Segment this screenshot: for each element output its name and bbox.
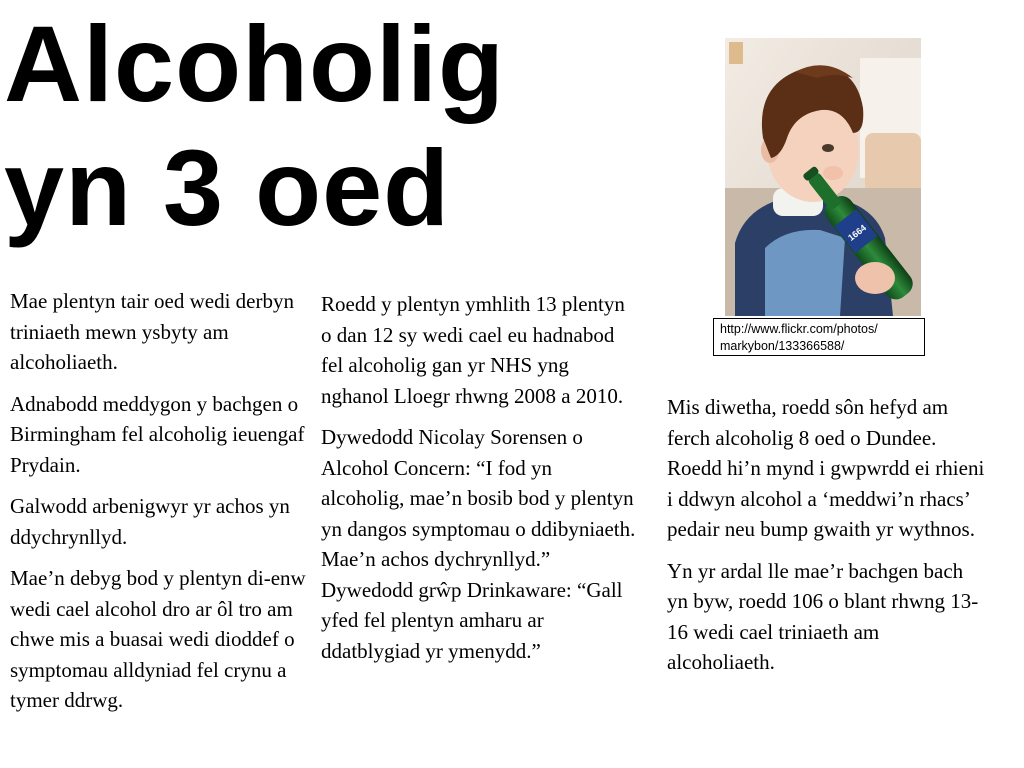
article-column-3 bbox=[667, 392, 987, 689]
paragraph: Galwodd arbenigwyr yr achos yn ddychrynllyd. bbox=[10, 494, 290, 549]
photo-credit-line-1: http://www.flickr.com/photos/ bbox=[720, 322, 878, 336]
headline-line-2: yn 3 oed bbox=[4, 127, 451, 248]
paragraph: Mae’n debyg bod y plentyn di-enw wedi cael alcohol dro ar ôl tro am chwe mis a buasai wedi dioddef o symptomau alldyniad fel crynu a tymer ddrwg. bbox=[10, 566, 306, 712]
photo-credit bbox=[713, 318, 925, 356]
photo-credit-line-2: markybon/133366588/ bbox=[720, 339, 845, 353]
paragraph: Yn yr ardal lle mae’r bachgen bach yn byw, roedd 106 o blant rhwng 13-16 wedi cael triniaeth am alcoholiaeth. bbox=[667, 558, 979, 674]
paragraph: Adnabodd meddygon y bachgen o Birmingham fel alcoholig ieuengaf Prydain. bbox=[10, 391, 305, 477]
paragraph: Mae plentyn tair oed wedi derbyn triniaeth mewn ysbyty am alcoholiaeth. bbox=[10, 289, 294, 374]
article-column-1 bbox=[10, 286, 310, 727]
paragraph: Mis diwetha, roedd sôn hefyd am ferch alcoholig 8 oed o Dundee. Roedd hi’n mynd i gwpwrdd ei rhieni i ddwyn alcohol a ‘meddwi’n rhacs’ pedair neu bump gwaith yr wythnos. bbox=[667, 395, 985, 541]
paragraph: Dywedodd Nicolay Sorensen o Alcohol Concern: “I fod yn alcoholig, mae’n bosib bod y plentyn yn dangos symptomau o ddibyniaeth. Mae’n achos dychrynllyd.” Dywedodd grŵp Drinkaware: “Gall yfed fel plentyn amharu ar ddatblygiad yr ymenydd.” bbox=[321, 425, 636, 663]
paragraph: Roedd y plentyn ymhlith 13 plentyn o dan 12 sy wedi cael eu hadnabod fel alcoholig gan yr NHS yng nghanol Lloegr rhwng 2008 a 2010. bbox=[321, 292, 625, 408]
bottle-label: 1664 bbox=[846, 222, 869, 243]
headline bbox=[4, 2, 505, 250]
headline-line-1: Alcoholig bbox=[4, 3, 505, 124]
child-photo-illustration bbox=[725, 38, 921, 316]
child-photo bbox=[725, 38, 921, 316]
article-column-2 bbox=[321, 289, 639, 677]
